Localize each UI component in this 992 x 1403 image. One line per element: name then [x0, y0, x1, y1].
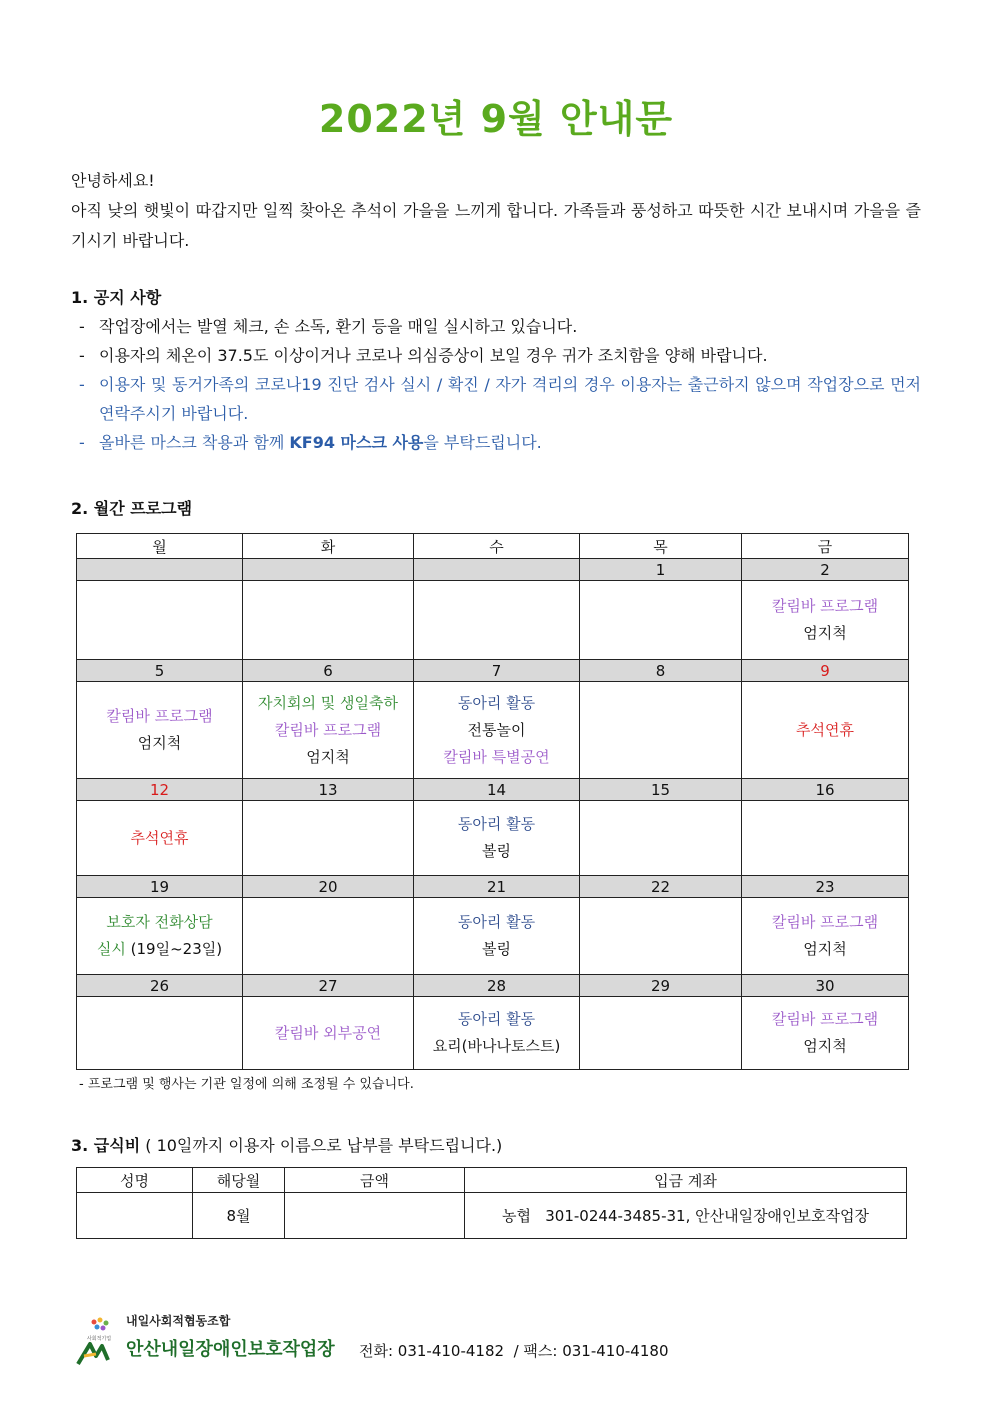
activity-line: 볼링 — [482, 842, 511, 860]
notice-item — [79, 428, 921, 457]
notice-text-bold: KF94 마스크 사용 — [289, 433, 424, 452]
date-cell: 12 — [77, 779, 243, 801]
activity-cell — [243, 898, 414, 975]
activity-cell — [742, 898, 909, 975]
monthly-calendar — [76, 533, 909, 1070]
activity-line: 칼림바 특별공연 — [443, 747, 550, 766]
program-heading: 2. 월간 프로그램 — [71, 499, 193, 518]
activity-cell — [580, 801, 742, 876]
org-big-name: 안산내일장애인보호작업장 — [126, 1339, 335, 1360]
date-row — [77, 876, 909, 898]
activity-cell — [580, 898, 742, 975]
fee-header-row — [77, 1168, 907, 1193]
weekday-cell: 금 — [742, 534, 909, 559]
activity-cell — [414, 801, 580, 876]
intro-body: 아직 낮의 햇빛이 따갑지만 일찍 찾아온 추석이 가을을 느끼게 합니다. 가족들과 풍성하고 따뜻한 시간 보내시며 가을을 즐기시기 바랍니다. — [71, 201, 921, 250]
notice-text: 작업장에서는 발열 체크, 손 소독, 환기 등을 매일 실시하고 있습니다. — [99, 317, 578, 336]
activity-cell — [243, 581, 414, 660]
activity-line — [77, 936, 242, 963]
activity-cell — [414, 898, 580, 975]
activity-line: 추석연휴 — [130, 828, 189, 847]
footer — [76, 1308, 876, 1368]
fee-col-amount: 금액 — [285, 1168, 465, 1193]
notice-list — [79, 312, 921, 457]
date-cell: 30 — [742, 975, 909, 997]
activity-cell — [243, 801, 414, 876]
activity-line: 칼림바 프로그램 — [771, 1010, 879, 1028]
activity-line: 요리(바나나토스트) — [432, 1037, 561, 1055]
activity-cell — [243, 997, 414, 1070]
org-logo-icon — [76, 1316, 122, 1366]
date-cell — [414, 559, 580, 581]
date-row — [77, 975, 909, 997]
date-cell: 7 — [414, 660, 580, 682]
date-cell: 9 — [742, 660, 909, 682]
fee-table — [76, 1167, 907, 1239]
date-cell — [243, 559, 414, 581]
notice-text: 이용자의 체온이 37.5도 이상이거나 코로나 의심증상이 보일 경우 귀가 조치함을 양해 바랍니다. — [99, 346, 768, 365]
weekday-cell: 목 — [580, 534, 742, 559]
activity-line: 엄지척 — [803, 940, 847, 958]
date-cell: 23 — [742, 876, 909, 898]
activity-line: 엄지척 — [803, 624, 847, 642]
intro-section — [71, 166, 921, 256]
date-row — [77, 660, 909, 682]
date-cell: 21 — [414, 876, 580, 898]
fee-month-value: 8월 — [193, 1193, 285, 1239]
activity-cell — [414, 997, 580, 1070]
activity-cell — [580, 997, 742, 1070]
date-cell: 29 — [580, 975, 742, 997]
notice-dash: - — [79, 317, 85, 336]
activity-line: 칼림바 프로그램 — [771, 913, 879, 931]
fee-heading-sub: ( 10일까지 이용자 이름으로 납부를 부탁드립니다.) — [140, 1136, 503, 1155]
activity-cell — [742, 997, 909, 1070]
fee-col-month: 해당월 — [193, 1168, 285, 1193]
date-cell: 8 — [580, 660, 742, 682]
fee-heading — [71, 1133, 502, 1156]
activity-line: 자치회의 및 생일축하 — [258, 693, 398, 712]
activity-row — [77, 581, 909, 660]
activity-row — [77, 682, 909, 779]
date-row — [77, 559, 909, 581]
activity-line: 엄지척 — [803, 1037, 847, 1055]
org-small-name: 내일사회적협동조합 — [126, 1314, 231, 1328]
date-cell: 27 — [243, 975, 414, 997]
contact-info: 전화: 031-410-4182 / 팩스: 031-410-4180 — [359, 1342, 669, 1360]
activity-row — [77, 997, 909, 1070]
notice-item — [79, 312, 921, 341]
activity-row — [77, 801, 909, 876]
activity-line: 칼림바 프로그램 — [106, 707, 213, 725]
activity-cell — [742, 682, 909, 779]
activity-cell — [77, 997, 243, 1070]
date-cell: 2 — [742, 559, 909, 581]
activity-line: 전통놀이 — [467, 720, 526, 739]
fee-name-value — [77, 1193, 193, 1239]
activity-cell — [414, 682, 580, 779]
activity-cell — [742, 801, 909, 876]
fee-col-name: 성명 — [77, 1168, 193, 1193]
activity-prefix: 실시 — [96, 940, 126, 958]
date-cell: 1 — [580, 559, 742, 581]
notice-item — [79, 370, 921, 428]
fee-data-row — [77, 1193, 907, 1239]
weekday-cell: 화 — [243, 534, 414, 559]
date-cell: 6 — [243, 660, 414, 682]
fee-account-value: 농협 301-0244-3485-31, 안산내일장애인보호작업장 — [465, 1193, 907, 1239]
activity-line: 엄지척 — [137, 734, 182, 752]
fee-col-account: 입금 계좌 — [465, 1168, 907, 1193]
logo-badge-text: 사회적기업 — [86, 1336, 112, 1342]
date-cell: 14 — [414, 779, 580, 801]
activity-line: 동아리 활동 — [457, 693, 536, 712]
activity-cell — [77, 682, 243, 779]
activity-line: 동아리 활동 — [457, 913, 536, 931]
fee-amount-value — [285, 1193, 465, 1239]
activity-row — [77, 898, 909, 975]
activity-line: 보호자 전화상담 — [106, 913, 213, 931]
page-title: 2022년 9월 안내문 — [318, 97, 674, 141]
activity-cell — [580, 682, 742, 779]
fee-heading-title: 3. 급식비 — [71, 1136, 141, 1155]
date-cell: 28 — [414, 975, 580, 997]
activity-cell — [77, 581, 243, 660]
activity-cell — [414, 581, 580, 660]
activity-line: 추석연휴 — [796, 720, 854, 739]
notice-dash: - — [79, 433, 85, 452]
activity-line: 엄지척 — [306, 747, 350, 766]
date-cell: 26 — [77, 975, 243, 997]
weekday-cell: 수 — [414, 534, 580, 559]
weekday-cell: 월 — [77, 534, 243, 559]
program-note: - 프로그램 및 행사는 기관 일정에 의해 조정될 수 있습니다. — [79, 1077, 414, 1092]
activity-line: 동아리 활동 — [457, 1010, 536, 1028]
notice-item — [79, 341, 921, 370]
date-cell: 16 — [742, 779, 909, 801]
date-row — [77, 779, 909, 801]
notice-heading: 1. 공지 사항 — [71, 288, 162, 307]
activity-cell — [77, 898, 243, 975]
notice-dash: - — [79, 346, 85, 365]
notice-text — [99, 428, 921, 457]
activity-suffix: (19일~23일) — [125, 940, 223, 958]
notice-dash: - — [79, 375, 85, 394]
date-cell: 5 — [77, 660, 243, 682]
date-cell: 19 — [77, 876, 243, 898]
activity-line: 칼림바 프로그램 — [274, 720, 382, 739]
date-cell: 20 — [243, 876, 414, 898]
activity-line: 동아리 활동 — [457, 815, 536, 833]
activity-line: 볼링 — [482, 940, 511, 958]
activity-cell — [742, 581, 909, 660]
notice-text-before: 올바른 마스크 착용과 함께 — [99, 433, 290, 452]
activity-cell — [580, 581, 742, 660]
date-cell: 22 — [580, 876, 742, 898]
activity-line: 칼림바 프로그램 — [771, 597, 879, 615]
activity-line: 칼림바 외부공연 — [274, 1023, 382, 1042]
date-cell: 15 — [580, 779, 742, 801]
date-cell — [77, 559, 243, 581]
notice-text: 이용자 및 동거가족의 코로나19 진단 검사 실시 / 확진 / 자가 격리의 경우 이용자는 출근하지 않으며 작업장으로 먼저 연락주시기 바랍니다. — [99, 375, 921, 423]
activity-cell — [77, 801, 243, 876]
date-cell: 13 — [243, 779, 414, 801]
activity-cell — [243, 682, 414, 779]
greeting-text: 안녕하세요! — [71, 171, 155, 190]
weekday-header-row — [77, 534, 909, 559]
notice-text-after: 을 부탁드립니다. — [423, 433, 542, 452]
